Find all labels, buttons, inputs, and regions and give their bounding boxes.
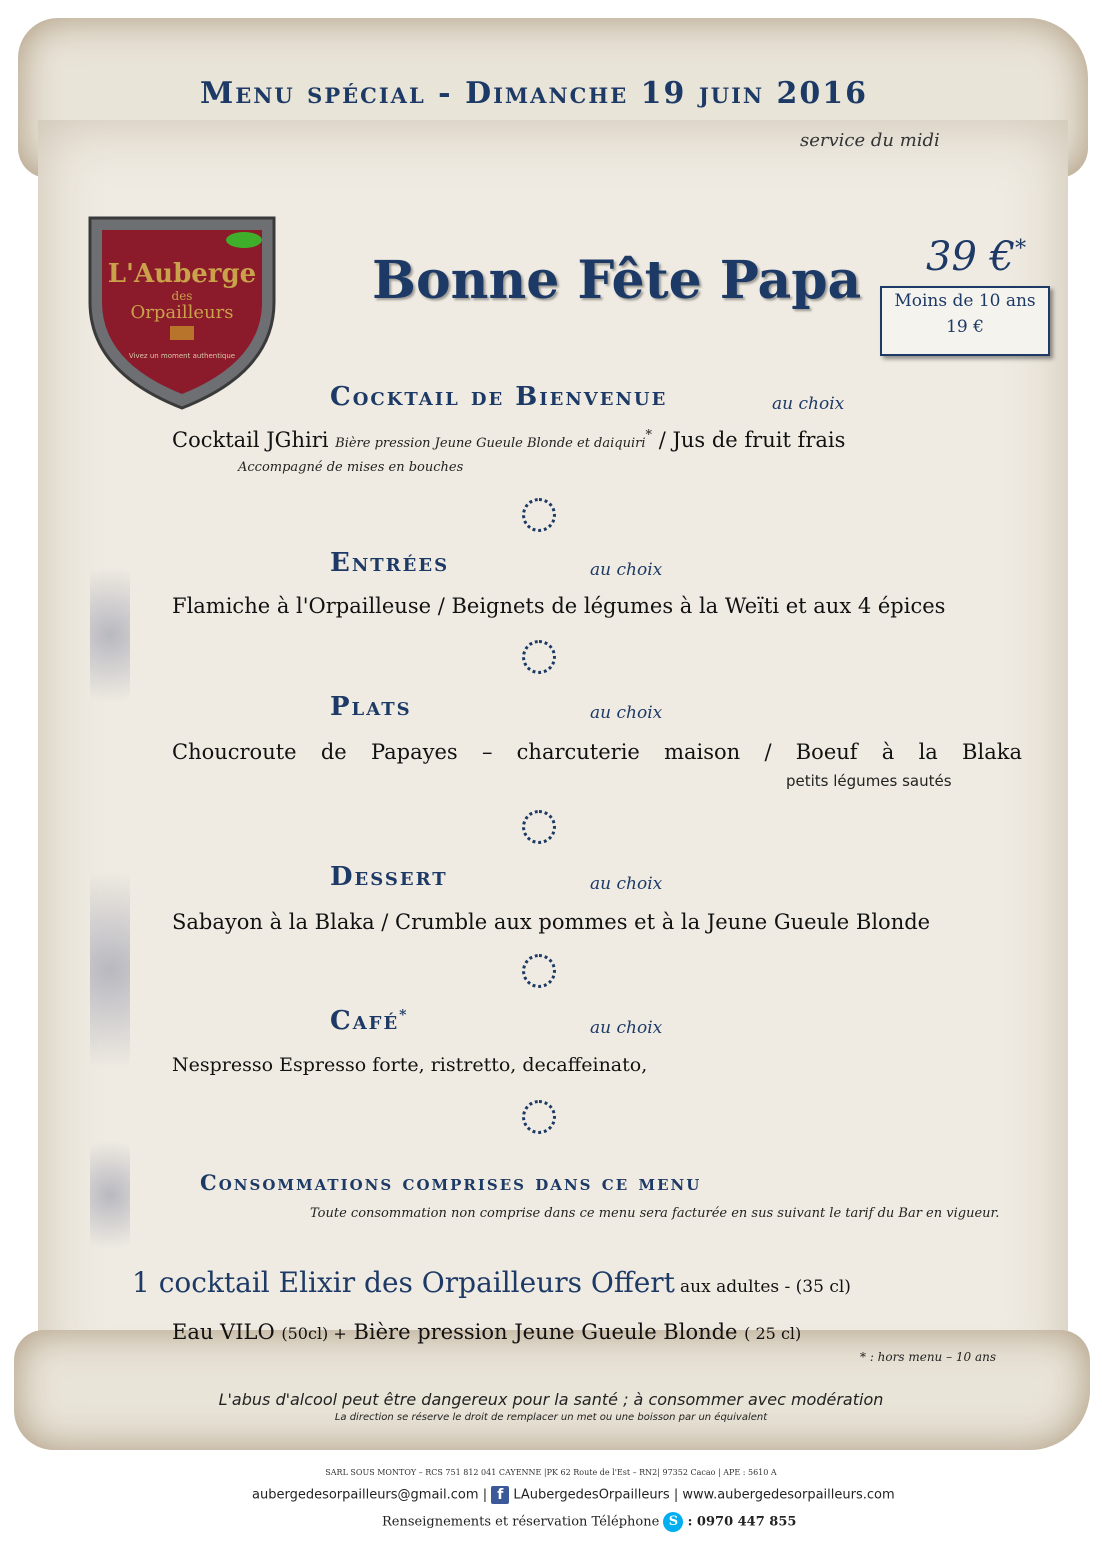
logo-line1: L'Auberge	[107, 259, 257, 289]
page-title: Bonne Fête Papa	[372, 250, 862, 311]
adult-price-mark: *	[1015, 236, 1027, 262]
dessert-items: Sabayon à la Blaka / Crumble aux pommes et à la Jeune Gueule Blonde	[172, 910, 931, 934]
ornament-ring-icon	[522, 810, 556, 844]
kids-price-label: Moins de 10 ans	[894, 291, 1036, 311]
shield-logo-icon	[84, 212, 280, 412]
plats-word: /	[764, 740, 772, 764]
kids-price-value: 19 €	[946, 317, 984, 337]
plats-word: Blaka	[962, 740, 1022, 764]
contact-email[interactable]: aubergedesorpailleurs@gmail.com	[252, 1487, 479, 1503]
consommations-note: Toute consommation non comprise dans ce menu sera facturée en sus suivant le tarif du Bar en vigueur.	[310, 1206, 1000, 1221]
gecko-icon	[226, 232, 262, 248]
cafe-item-detail: Espresso forte, ristretto, decaffeinato,	[279, 1054, 648, 1076]
plats-word: Choucroute	[172, 740, 297, 764]
service-label: service du midi	[800, 130, 940, 151]
section-title-cocktail: Cocktail de Bienvenue	[330, 382, 668, 412]
ornament-ring-icon	[522, 954, 556, 988]
logo-tagline: Vivez un moment authentique	[128, 352, 236, 360]
au-choix-cocktail: au choix	[772, 394, 845, 414]
facebook-icon[interactable]: f	[491, 1486, 509, 1504]
contact-separator: |	[482, 1487, 488, 1503]
legal-info: SARL SOUS MONTOY – RCS 751 812 041 CAYENNE |PK 62 Route de l'Est – RN2| 97352 Cacao | APE : 5610 A	[325, 1468, 777, 1477]
cafe-item-main: Nespresso	[172, 1054, 274, 1076]
offer-detail: aux adultes - (35 cl)	[680, 1277, 851, 1297]
drinks-main: Eau VILO	[172, 1320, 275, 1344]
cocktail-item-detail: Bière pression Jeune Gueule Blonde et daiquiri	[335, 436, 646, 451]
plats-word: Boeuf	[795, 740, 858, 764]
kids-price-box	[880, 286, 1050, 356]
plats-word: Papayes	[370, 740, 458, 764]
plats-word: à	[881, 740, 895, 764]
cocktail-item	[172, 428, 845, 452]
cocktail-item-main: Cocktail JGhiri	[172, 428, 329, 452]
plats-word: –	[481, 740, 493, 764]
drinks-beer: Bière pression Jeune Gueule Blonde	[353, 1320, 738, 1344]
phone-number: : 0970 447 855	[687, 1514, 797, 1530]
cocktail-item-mark: *	[645, 428, 653, 443]
ornament-ring-icon	[522, 640, 556, 674]
logo-line2: des	[171, 289, 193, 303]
logo-line3: Orpailleurs	[130, 302, 234, 323]
au-choix-plats: au choix	[590, 703, 663, 723]
phone-label: Renseignements et réservation Téléphone	[382, 1514, 660, 1530]
skype-icon[interactable]: S	[663, 1512, 683, 1532]
section-title-dessert: Dessert	[330, 862, 448, 892]
plats-word: charcuterie	[516, 740, 640, 764]
au-choix-cafe: au choix	[590, 1018, 663, 1038]
phone-line	[382, 1512, 796, 1532]
section-title-consommations: Consommations comprises dans ce menu	[200, 1170, 702, 1195]
contact-separator: |	[673, 1487, 679, 1503]
offer-main: 1 cocktail Elixir des Orpailleurs Offert	[132, 1266, 675, 1299]
section-title-plats: Plats	[330, 692, 412, 722]
floral-flourish-icon	[90, 830, 130, 1110]
cafe-item	[172, 1054, 647, 1076]
contact-facebook[interactable]: LAubergedesOrpailleurs	[513, 1487, 670, 1503]
plats-note: petits légumes sautés	[786, 772, 952, 790]
contact-line	[252, 1486, 895, 1504]
adult-price-value: 39 €	[926, 234, 1016, 280]
plats-items	[172, 740, 1022, 764]
plats-word: maison	[664, 740, 741, 764]
footnote: * : hors menu – 10 ans	[860, 1350, 997, 1364]
ornament-ring-icon	[522, 1100, 556, 1134]
alcohol-warning: L'abus d'alcool peut être dangereux pour la santé ; à consommer avec modération	[218, 1390, 884, 1409]
au-choix-dessert: au choix	[590, 874, 663, 894]
drinks-qty1: (50cl) +	[281, 1324, 347, 1343]
drinks-qty2: ( 25 cl)	[744, 1324, 802, 1343]
cocktail-accompaniment: Accompagné de mises en bouches	[238, 460, 464, 475]
au-choix-entrees: au choix	[590, 560, 663, 580]
cafe-title-text: Café	[330, 1006, 400, 1036]
floral-flourish-icon	[90, 540, 130, 730]
floral-flourish-icon	[90, 1120, 130, 1270]
disclaimer: La direction se réserve le droit de remplacer un met ou une boisson par un équivalent	[334, 1412, 768, 1423]
cocktail-item-alt: / Jus de fruit frais	[658, 428, 846, 452]
adult-price	[926, 234, 1026, 280]
cafe-title-mark: *	[399, 1007, 409, 1024]
offer-line	[132, 1266, 851, 1299]
menu-title: Menu spécial - Dimanche 19 juin 2016	[200, 76, 869, 111]
entrees-items: Flamiche à l'Orpailleuse / Beignets de légumes à la Weïti et aux 4 épices	[172, 594, 946, 618]
contact-website[interactable]: www.aubergedesorpailleurs.com	[682, 1487, 895, 1503]
section-title-entrees: Entrées	[330, 548, 450, 578]
plats-word: de	[320, 740, 347, 764]
drinks-line	[172, 1320, 801, 1344]
plats-word: la	[918, 740, 938, 764]
section-title-cafe	[330, 1006, 409, 1036]
ornament-ring-icon	[522, 498, 556, 532]
